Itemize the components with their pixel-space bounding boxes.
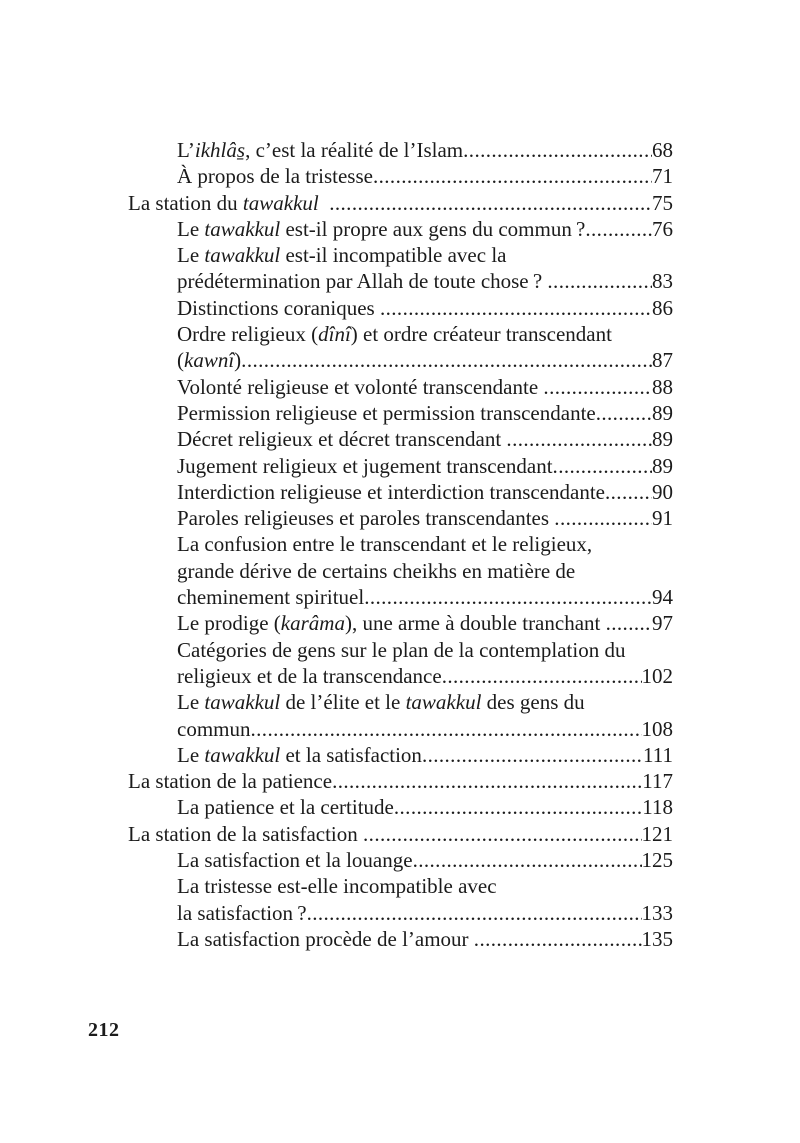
- toc-entry: [128, 505, 673, 531]
- toc-entry-text: [177, 321, 612, 347]
- toc-text-segment: Jugement religieux et jugement transcendant: [177, 453, 553, 478]
- toc-page-number: 97: [652, 611, 673, 636]
- toc-entry-text: [177, 216, 585, 242]
- dot-leader: [329, 190, 652, 216]
- toc-text-segment: La station du: [128, 190, 243, 215]
- toc-text-segment: La satisfaction et la louange: [177, 848, 413, 873]
- toc-term-italic: karâma: [280, 611, 345, 636]
- toc-entry-text: [177, 137, 463, 163]
- toc-page-number: 90: [652, 479, 673, 504]
- dot-leader: [547, 268, 652, 294]
- dot-leader: [554, 505, 652, 531]
- toc-term-italic: tawakkul: [405, 690, 482, 715]
- toc-page-number: 133: [641, 900, 673, 925]
- toc-entry: [128, 137, 673, 163]
- toc-term-italic: dînî: [318, 322, 351, 347]
- toc-entry: [128, 558, 673, 584]
- toc-entry: [128, 847, 673, 873]
- toc-page-number: 76: [652, 216, 673, 241]
- toc-entry: [128, 479, 673, 505]
- toc-entry-text: [177, 663, 442, 689]
- toc-entry: [128, 610, 673, 636]
- toc-text-segment: [319, 191, 330, 215]
- toc-page-number: 88: [652, 374, 673, 399]
- toc-text-segment: ) et ordre créateur transcendant: [350, 322, 612, 347]
- toc-term-italic: tawakkul: [204, 742, 281, 767]
- toc-page-number: 75: [652, 190, 673, 215]
- toc-text-segment: ): [234, 348, 242, 373]
- toc-entry-text: [177, 505, 554, 531]
- toc-term-italic: tawakkul: [242, 190, 319, 215]
- toc-page-number: 83: [652, 269, 673, 294]
- toc-text-segment: Le: [177, 690, 205, 715]
- toc-page-number: 125: [641, 848, 673, 873]
- toc-list: [128, 137, 673, 952]
- toc-entry-text: [177, 347, 241, 373]
- toc-entry-station: [128, 821, 673, 847]
- toc-entry-text: [177, 163, 373, 189]
- dot-leader: [364, 584, 652, 610]
- toc-entry-text: [177, 637, 625, 663]
- toc-entry-text: [177, 426, 506, 452]
- dot-leader: [442, 663, 642, 689]
- toc-entry: [128, 347, 673, 373]
- toc-entry-text: [177, 847, 413, 873]
- toc-text-segment: Le prodige (: [177, 611, 281, 636]
- toc-entry-text: [177, 374, 543, 400]
- toc-entry-text: [128, 768, 332, 794]
- toc-page-number: 111: [643, 742, 673, 767]
- dot-leader: [474, 926, 642, 952]
- dot-leader: [332, 768, 642, 794]
- toc-text-segment: de l’élite et le: [280, 690, 406, 715]
- toc-text-segment: Distinctions coraniques: [177, 295, 380, 320]
- toc-entry: [128, 926, 673, 952]
- toc-page-number: 91: [652, 506, 673, 531]
- toc-page-number: 94: [652, 585, 673, 610]
- toc-page-number: 89: [652, 453, 673, 478]
- toc-text-segment: est-il propre aux gens du commun ?: [280, 216, 586, 241]
- toc-entry-text: [177, 873, 497, 899]
- toc-page-number: 102: [641, 663, 673, 688]
- toc-text-segment: Le: [177, 243, 205, 268]
- toc-entry: [128, 873, 673, 899]
- dot-leader: [251, 716, 642, 742]
- toc-text-segment: La patience et la certitude: [177, 795, 394, 820]
- toc-entry-text: [177, 453, 553, 479]
- toc-text-segment: La station de la patience: [128, 769, 333, 794]
- dot-leader: [506, 426, 652, 452]
- toc-text-segment: Catégories de gens sur le plan de la contemplation du: [177, 637, 626, 662]
- dot-leader: [606, 610, 652, 636]
- toc-entry-station: [128, 768, 673, 794]
- toc-text-segment: religieux et de la transcendance: [177, 663, 442, 688]
- toc-entry-text: [177, 584, 364, 610]
- toc-entry-text: [128, 190, 329, 216]
- toc-entry: [128, 637, 673, 663]
- toc-text-segment: La satisfaction procède de l’amour: [177, 926, 474, 951]
- toc-entry-text: [177, 295, 380, 321]
- toc-entry-text: [177, 716, 251, 742]
- toc-entry: [128, 374, 673, 400]
- dot-leader: [394, 794, 642, 820]
- toc-entry: [128, 584, 673, 610]
- toc-text-segment: , c’est la réalité de l’Islam: [245, 138, 464, 162]
- toc-entry: [128, 689, 673, 715]
- toc-entry-text: [177, 794, 394, 820]
- toc-page-number: 118: [642, 795, 673, 820]
- toc-entry-text: [128, 821, 363, 847]
- toc-page-number: 117: [642, 769, 673, 794]
- toc-term-italic: kawnî: [184, 348, 235, 373]
- toc-entry-text: [177, 268, 547, 294]
- toc-entry: [128, 742, 673, 768]
- toc-text-segment: grande dérive de certains cheikhs en matière de: [177, 558, 576, 583]
- dot-leader: [605, 479, 652, 505]
- dot-leader: [422, 742, 643, 768]
- toc-entry-text: [177, 689, 585, 715]
- toc-entry-text: [177, 926, 474, 952]
- toc-text-segment: La confusion entre le transcendant et le religieux,: [177, 532, 593, 557]
- toc-page-number: 68: [652, 138, 673, 162]
- toc-page-number: 86: [652, 295, 673, 320]
- toc-text-segment: Volonté religieuse et volonté transcendante: [177, 374, 544, 399]
- dot-leader: [307, 900, 642, 926]
- dot-leader: [585, 216, 652, 242]
- toc-term-italic: tawakkul: [204, 690, 281, 715]
- toc-entry-text: [177, 242, 506, 268]
- dot-leader: [363, 821, 641, 847]
- toc-text-segment: Paroles religieuses et paroles transcendantes: [177, 506, 555, 531]
- toc-entry-text: [177, 742, 422, 768]
- toc-text-segment: prédétermination par Allah de toute chose ?: [177, 269, 548, 294]
- toc-text-segment: Le: [177, 216, 205, 241]
- toc-page-number: 108: [641, 716, 673, 741]
- toc-term-italic: tawakkul: [204, 243, 281, 268]
- toc-entry: [128, 716, 673, 742]
- toc-entry-text: [177, 479, 605, 505]
- toc-entry: [128, 426, 673, 452]
- toc-entry: [128, 295, 673, 321]
- toc-entry: [128, 163, 673, 189]
- dot-leader: [596, 400, 652, 426]
- toc-page-number: 135: [641, 926, 673, 951]
- toc-entry-text: [177, 610, 606, 636]
- footer-page-number: 212: [88, 1019, 120, 1041]
- toc-text-segment: L’: [177, 138, 195, 162]
- toc-text-segment: À propos de la tristesse: [177, 164, 373, 189]
- toc-page-number: 87: [652, 348, 673, 373]
- dot-leader: [413, 847, 642, 873]
- toc-entry: [128, 663, 673, 689]
- dot-leader: [380, 295, 652, 321]
- toc-entry: [128, 321, 673, 347]
- toc-page-number: 121: [641, 821, 673, 846]
- toc-entry: [128, 531, 673, 557]
- toc-entry-text: [177, 900, 307, 926]
- toc-text-segment: La station de la satisfaction: [128, 821, 364, 846]
- toc-entry: [128, 453, 673, 479]
- toc-entry: [128, 400, 673, 426]
- toc-term-italic: tawakkul: [204, 216, 281, 241]
- toc-entry: [128, 268, 673, 294]
- toc-text-segment: La tristesse est-elle incompatible avec: [177, 874, 497, 899]
- toc-text-segment: la satisfaction ?: [177, 900, 307, 925]
- toc-entry-text: [177, 400, 596, 426]
- dot-leader: [553, 453, 652, 479]
- toc-text-segment: Décret religieux et décret transcendant: [177, 427, 507, 452]
- toc-entry: [128, 900, 673, 926]
- toc-text-segment: cheminement spirituel: [177, 585, 365, 610]
- toc-text-segment: ), une arme à double tranchant: [344, 611, 606, 636]
- dot-leader: [241, 347, 652, 373]
- toc-page-number: 89: [652, 427, 673, 452]
- toc-text-segment: Interdiction religieuse et interdiction transcendante: [177, 479, 605, 504]
- dot-leader: [543, 374, 652, 400]
- toc-text-segment: commun: [177, 716, 251, 741]
- toc-entry-text: [177, 531, 592, 557]
- toc-entry: [128, 216, 673, 242]
- toc-page-number: 71: [652, 164, 673, 189]
- toc-page-number: 89: [652, 400, 673, 425]
- toc-entry-station: [128, 190, 673, 216]
- toc-text-segment: (: [177, 348, 184, 373]
- toc-text-segment: Le: [177, 742, 205, 767]
- dot-leader: [373, 163, 652, 189]
- dot-leader: [463, 137, 652, 163]
- toc-entry: [128, 242, 673, 268]
- toc-entry: [128, 794, 673, 820]
- toc-text-segment: Ordre religieux (: [177, 322, 319, 347]
- toc-text-segment: est-il incompatible avec la: [280, 243, 507, 268]
- toc-text-segment: et la satisfaction: [280, 742, 422, 767]
- toc-text-segment: Permission religieuse et permission transcendante: [177, 400, 596, 425]
- toc-entry-text: [177, 558, 575, 584]
- toc-term-italic: ikhlâs̱: [194, 138, 246, 162]
- toc-text-segment: des gens du: [481, 690, 585, 715]
